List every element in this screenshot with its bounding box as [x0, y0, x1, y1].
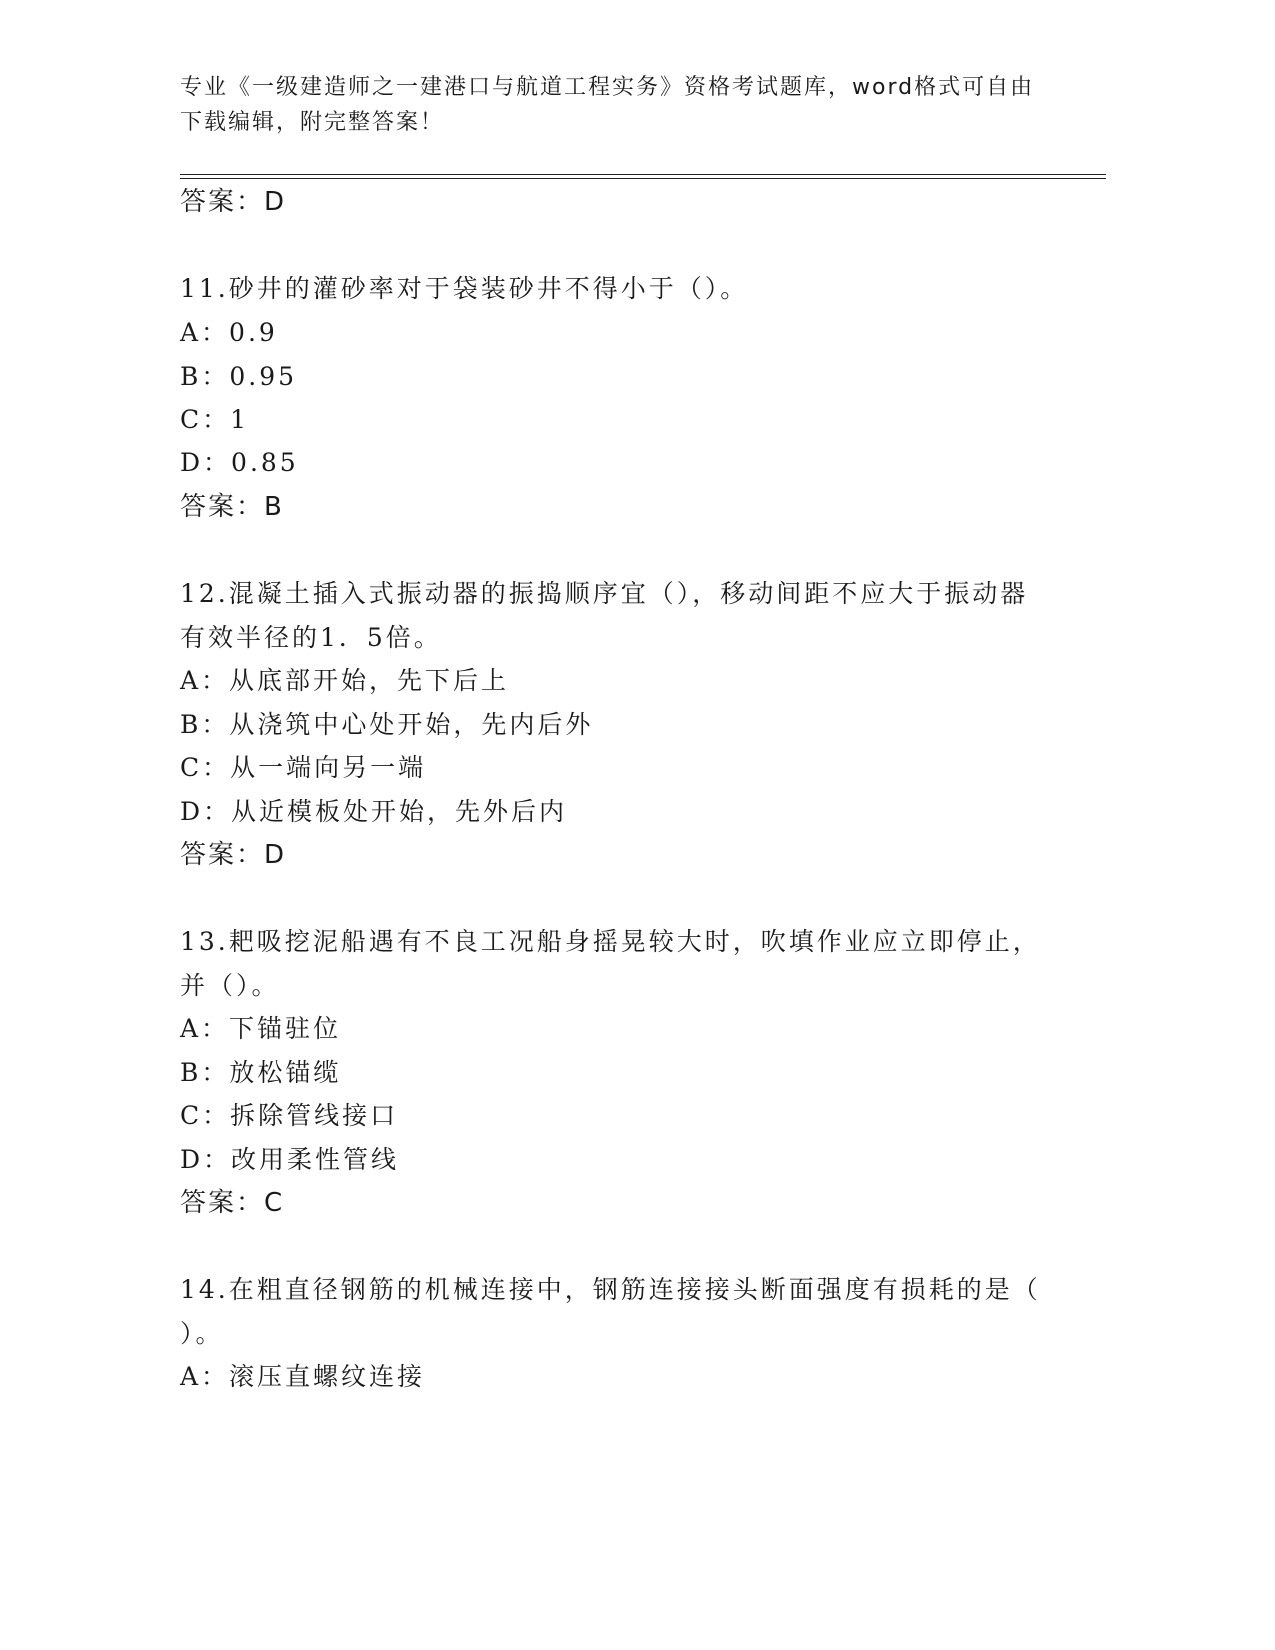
- question-13-option-c: C：拆除管线接口: [180, 1101, 399, 1130]
- question-13-option-a: A：下锚驻位: [180, 1014, 342, 1043]
- question-13-stem-line-2: 并（）。: [180, 971, 280, 1000]
- question-12-answer: 答案：D: [180, 840, 287, 870]
- question-11-option-c: C：1: [180, 405, 250, 434]
- header-divider-bottom: [180, 178, 1106, 179]
- question-12-option-d: D：从近模板处开始，先外后内: [180, 797, 568, 826]
- question-11-option-d: D：0.85: [180, 448, 299, 477]
- header-line-2: 下载编辑，附完整答案！: [180, 110, 445, 135]
- question-13-stem-line-1: 13.耙吸挖泥船遇有不良工况船身摇晃较大时，吹填作业应立即停止，: [180, 927, 1041, 956]
- header-line-1: 专业《一级建造师之一建港口与航道工程实务》资格考试题库，word格式可自由: [180, 75, 1035, 100]
- header-divider-top: [180, 174, 1106, 175]
- question-11-option-a: A：0.9: [180, 318, 278, 347]
- question-14-stem-line-2: ）。: [180, 1319, 224, 1348]
- previous-answer: 答案：D: [180, 187, 287, 217]
- question-11-option-b: B：0.95: [180, 362, 298, 391]
- question-12-stem-line-1: 12.混凝土插入式振动器的振捣顺序宜（），移动间距不应大于振动器: [180, 579, 1029, 608]
- question-11-stem: 11.砂井的灌砂率对于袋装砂井不得小于（）。: [180, 274, 749, 303]
- question-12-option-a: A：从底部开始，先下后上: [180, 666, 510, 695]
- question-14-stem-line-1: 14.在粗直径钢筋的机械连接中，钢筋连接接头断面强度有损耗的是（: [180, 1275, 1041, 1304]
- question-12-option-c: C：从一端向另一端: [180, 753, 427, 782]
- question-13-answer: 答案：C: [180, 1188, 285, 1218]
- document-header: [180, 70, 1050, 140]
- question-12-option-b: B：从浇筑中心处开始，先内后外: [180, 710, 594, 739]
- question-12-stem-line-2: 有效半径的1．5倍。: [180, 623, 442, 652]
- question-13-option-d: D：改用柔性管线: [180, 1145, 400, 1174]
- question-11-answer: 答案：B: [180, 492, 284, 522]
- question-14-option-a: A：滚压直螺纹连接: [180, 1362, 426, 1391]
- question-13-option-b: B：放松锚缆: [180, 1058, 342, 1087]
